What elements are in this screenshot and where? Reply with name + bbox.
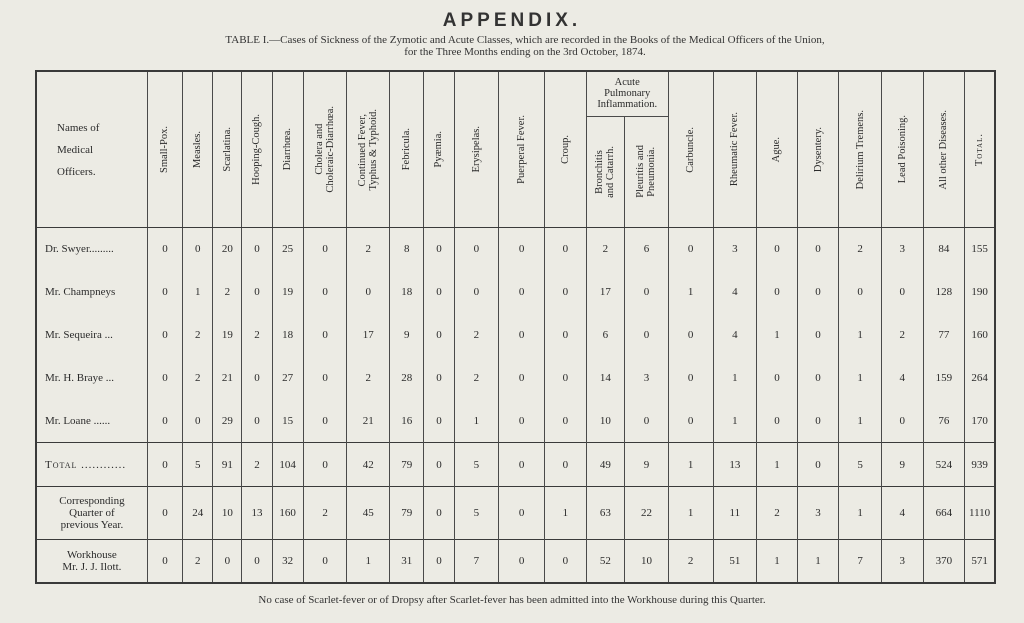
cell-erysipelas: 5	[454, 443, 499, 487]
cell-diarrh-a: 27	[272, 357, 303, 400]
column-header-erysipelas	[454, 71, 499, 228]
table-row	[36, 314, 995, 357]
column-header-label: Rheumatic Fever.	[729, 112, 741, 187]
cell-scarlatina: 19	[213, 314, 242, 357]
row-name: Mr. Loane ......	[36, 400, 147, 443]
cell-measles: 0	[183, 228, 213, 271]
cell-pleuritis-and-pneumonia: 0	[625, 314, 669, 357]
cell-puerperal-fever: 0	[499, 443, 545, 487]
column-header-hooping-cough	[242, 71, 272, 228]
cell-febricula: 31	[390, 540, 424, 583]
column-header-label: Pyæmia.	[433, 131, 445, 168]
cell-small-pox: 0	[147, 228, 182, 271]
cell-cholera-and-choleraic-diarrh-a: 2	[303, 487, 347, 540]
cell-puerperal-fever: 0	[499, 487, 545, 540]
cell-small-pox: 0	[147, 540, 182, 583]
table-row	[36, 540, 995, 583]
cell-delirium-tremens: 1	[839, 400, 882, 443]
cell-all-other-diseases: 664	[923, 487, 965, 540]
cell-diarrh-a: 18	[272, 314, 303, 357]
cell-bronchitis-and-catarrh: 49	[586, 443, 624, 487]
row-name: Dr. Swyer.........	[36, 228, 147, 271]
cell-bronchitis-and-catarrh: 2	[586, 228, 624, 271]
table-caption	[120, 34, 930, 58]
cell-puerperal-fever: 0	[499, 540, 545, 583]
column-header-label: Bronchitis and Catarrh.	[594, 145, 617, 198]
cell-continued-fever-typhus-typhoid: 2	[347, 228, 390, 271]
cell-febricula: 8	[390, 228, 424, 271]
caption-line-1: TABLE I.—Cases of Sickness of the Zymotic and Acute Classes, which are recorded in the Books of the Medical Officers of the Union,	[225, 34, 825, 46]
cell-cholera-and-choleraic-diarrh-a: 0	[303, 314, 347, 357]
row-name: Mr. Sequeira ...	[36, 314, 147, 357]
cell-py-mia: 0	[424, 443, 454, 487]
cell-rheumatic-fever: 1	[713, 357, 757, 400]
cell-scarlatina: 0	[213, 540, 242, 583]
acute-pulmonary-group-header: Acute Pulmonary Inflammation.	[586, 71, 668, 116]
cell-lead-poisoning: 3	[881, 228, 923, 271]
cell-continued-fever-typhus-typhoid: 42	[347, 443, 390, 487]
column-header-bronchitis-and-catarrh	[586, 116, 624, 227]
column-header-small-pox	[147, 71, 182, 228]
column-header-label: Diarrhœa.	[282, 128, 294, 171]
column-header-label: Lead Poisoning.	[896, 115, 908, 184]
column-header-label: Hooping-Cough.	[251, 114, 263, 185]
cell-pleuritis-and-pneumonia: 9	[625, 443, 669, 487]
cell-small-pox: 0	[147, 487, 182, 540]
cell-scarlatina: 20	[213, 228, 242, 271]
column-header-label: Measles.	[192, 130, 204, 169]
cell-croup: 0	[545, 540, 587, 583]
column-header-label: Pleuritis and Pneumonia.	[635, 145, 658, 199]
cell-febricula: 18	[390, 271, 424, 314]
cell-rheumatic-fever: 51	[713, 540, 757, 583]
cell-all-other-diseases: 84	[923, 228, 965, 271]
column-header-rheumatic-fever	[713, 71, 757, 228]
cell-puerperal-fever: 0	[499, 228, 545, 271]
column-header-scarlatina	[213, 71, 242, 228]
cell-cholera-and-choleraic-diarrh-a: 0	[303, 228, 347, 271]
cell-measles: 2	[183, 314, 213, 357]
cell-hooping-cough: 0	[242, 228, 272, 271]
cell-continued-fever-typhus-typhoid: 21	[347, 400, 390, 443]
cell-carbuncle: 0	[668, 314, 713, 357]
column-header-label: Puerperal Fever.	[516, 115, 528, 184]
cell-all-other-diseases: 128	[923, 271, 965, 314]
cell-measles: 2	[183, 540, 213, 583]
column-header-label: Scarlatina.	[221, 127, 233, 172]
cell-pleuritis-and-pneumonia: 22	[625, 487, 669, 540]
column-header-total	[965, 71, 995, 228]
row-name: Workhouse Mr. J. J. Ilott.	[36, 540, 147, 583]
column-header-label: Cholera and Choleraic-Diarrhœa.	[314, 106, 337, 193]
cell-lead-poisoning: 0	[881, 400, 923, 443]
cell-delirium-tremens: 1	[839, 357, 882, 400]
column-header-label: Delirium Tremens.	[854, 109, 866, 190]
cell-continued-fever-typhus-typhoid: 1	[347, 540, 390, 583]
cell-dysentery: 0	[797, 271, 839, 314]
table-row	[36, 400, 995, 443]
cell-ague: 0	[757, 228, 798, 271]
cell-bronchitis-and-catarrh: 63	[586, 487, 624, 540]
cell-hooping-cough: 0	[242, 271, 272, 314]
column-header-label: Carbuncle.	[685, 126, 697, 173]
caption-line-2: for the Three Months ending on the 3rd October, 1874.	[404, 46, 646, 58]
column-header-cholera-and-choleraic-diarrh-a	[303, 71, 347, 228]
cell-delirium-tremens: 0	[839, 271, 882, 314]
cell-continued-fever-typhus-typhoid: 2	[347, 357, 390, 400]
cell-measles: 5	[183, 443, 213, 487]
cell-erysipelas: 2	[454, 357, 499, 400]
cell-all-other-diseases: 76	[923, 400, 965, 443]
cell-ague: 0	[757, 357, 798, 400]
cell-febricula: 16	[390, 400, 424, 443]
cell-croup: 0	[545, 271, 587, 314]
cell-pleuritis-and-pneumonia: 0	[625, 400, 669, 443]
cell-small-pox: 0	[147, 314, 182, 357]
sickness-table	[35, 70, 996, 584]
cell-scarlatina: 29	[213, 400, 242, 443]
cell-small-pox: 0	[147, 443, 182, 487]
column-header-label: Dysentery.	[812, 126, 824, 173]
cell-lead-poisoning: 2	[881, 314, 923, 357]
cell-cholera-and-choleraic-diarrh-a: 0	[303, 357, 347, 400]
cell-small-pox: 0	[147, 357, 182, 400]
cell-carbuncle: 1	[668, 487, 713, 540]
cell-diarrh-a: 15	[272, 400, 303, 443]
column-header-label: Febricula.	[401, 128, 413, 171]
cell-dysentery: 0	[797, 357, 839, 400]
column-header-puerperal-fever	[499, 71, 545, 228]
cell-total: 571	[965, 540, 995, 583]
cell-delirium-tremens: 1	[839, 487, 882, 540]
column-header-label: Small-Pox.	[159, 126, 171, 173]
cell-ague: 1	[757, 314, 798, 357]
cell-measles: 0	[183, 400, 213, 443]
cell-total: 170	[965, 400, 995, 443]
cell-hooping-cough: 13	[242, 487, 272, 540]
cell-erysipelas: 7	[454, 540, 499, 583]
column-header-febricula	[390, 71, 424, 228]
cell-hooping-cough: 2	[242, 443, 272, 487]
cell-ague: 1	[757, 540, 798, 583]
cell-all-other-diseases: 370	[923, 540, 965, 583]
cell-cholera-and-choleraic-diarrh-a: 0	[303, 540, 347, 583]
column-header-diarrh-a	[272, 71, 303, 228]
table-row	[36, 271, 995, 314]
cell-rheumatic-fever: 11	[713, 487, 757, 540]
cell-ague: 0	[757, 400, 798, 443]
names-header: Names of Medical Officers.	[36, 71, 147, 228]
cell-cholera-and-choleraic-diarrh-a: 0	[303, 443, 347, 487]
cell-diarrh-a: 25	[272, 228, 303, 271]
cell-cholera-and-choleraic-diarrh-a: 0	[303, 271, 347, 314]
cell-carbuncle: 0	[668, 400, 713, 443]
cell-carbuncle: 1	[668, 271, 713, 314]
cell-py-mia: 0	[424, 357, 454, 400]
cell-all-other-diseases: 159	[923, 357, 965, 400]
table-row	[36, 357, 995, 400]
cell-erysipelas: 2	[454, 314, 499, 357]
cell-dysentery: 0	[797, 400, 839, 443]
cell-dysentery: 3	[797, 487, 839, 540]
cell-lead-poisoning: 3	[881, 540, 923, 583]
cell-total: 264	[965, 357, 995, 400]
cell-total: 190	[965, 271, 995, 314]
cell-pleuritis-and-pneumonia: 10	[625, 540, 669, 583]
column-header-label: Continued Fever, Typhus & Typhoid.	[357, 108, 380, 191]
column-header-carbuncle	[668, 71, 713, 228]
cell-ague: 0	[757, 271, 798, 314]
cell-small-pox: 0	[147, 400, 182, 443]
cell-cholera-and-choleraic-diarrh-a: 0	[303, 400, 347, 443]
footnote: No case of Scarlet-fever or of Dropsy after Scarlet-fever has been admitted into the Workhouse during this Quarter.	[258, 594, 766, 606]
cell-pleuritis-and-pneumonia: 6	[625, 228, 669, 271]
column-header-dysentery	[797, 71, 839, 228]
cell-lead-poisoning: 4	[881, 487, 923, 540]
cell-py-mia: 0	[424, 400, 454, 443]
cell-hooping-cough: 0	[242, 357, 272, 400]
column-header-croup	[545, 71, 587, 228]
cell-continued-fever-typhus-typhoid: 17	[347, 314, 390, 357]
cell-pleuritis-and-pneumonia: 0	[625, 271, 669, 314]
cell-measles: 2	[183, 357, 213, 400]
cell-small-pox: 0	[147, 271, 182, 314]
cell-all-other-diseases: 524	[923, 443, 965, 487]
cell-continued-fever-typhus-typhoid: 45	[347, 487, 390, 540]
cell-carbuncle: 1	[668, 443, 713, 487]
column-header-label: Ague.	[771, 136, 783, 163]
cell-bronchitis-and-catarrh: 10	[586, 400, 624, 443]
row-name: Mr. H. Braye ...	[36, 357, 147, 400]
cell-croup: 0	[545, 314, 587, 357]
cell-bronchitis-and-catarrh: 52	[586, 540, 624, 583]
cell-delirium-tremens: 2	[839, 228, 882, 271]
cell-croup: 0	[545, 357, 587, 400]
column-header-measles	[183, 71, 213, 228]
cell-diarrh-a: 160	[272, 487, 303, 540]
cell-total: 160	[965, 314, 995, 357]
cell-puerperal-fever: 0	[499, 271, 545, 314]
cell-measles: 1	[183, 271, 213, 314]
cell-diarrh-a: 19	[272, 271, 303, 314]
cell-delirium-tremens: 1	[839, 314, 882, 357]
column-header-continued-fever-typhus-typhoid	[347, 71, 390, 228]
cell-pleuritis-and-pneumonia: 3	[625, 357, 669, 400]
column-header-all-other-diseases	[923, 71, 965, 228]
cell-bronchitis-and-catarrh: 6	[586, 314, 624, 357]
cell-total: 1110	[965, 487, 995, 540]
column-header-py-mia	[424, 71, 454, 228]
cell-puerperal-fever: 0	[499, 400, 545, 443]
cell-lead-poisoning: 0	[881, 271, 923, 314]
cell-dysentery: 0	[797, 314, 839, 357]
cell-dysentery: 1	[797, 540, 839, 583]
table-row	[36, 443, 995, 487]
column-header-label: Croup.	[559, 135, 571, 164]
cell-rheumatic-fever: 1	[713, 400, 757, 443]
cell-dysentery: 0	[797, 443, 839, 487]
cell-carbuncle: 2	[668, 540, 713, 583]
cell-ague: 2	[757, 487, 798, 540]
row-name: Mr. Champneys	[36, 271, 147, 314]
cell-delirium-tremens: 5	[839, 443, 882, 487]
cell-rheumatic-fever: 3	[713, 228, 757, 271]
cell-croup: 1	[545, 487, 587, 540]
cell-total: 939	[965, 443, 995, 487]
cell-rheumatic-fever: 13	[713, 443, 757, 487]
cell-all-other-diseases: 77	[923, 314, 965, 357]
cell-scarlatina: 21	[213, 357, 242, 400]
cell-febricula: 9	[390, 314, 424, 357]
cell-measles: 24	[183, 487, 213, 540]
cell-croup: 0	[545, 443, 587, 487]
cell-scarlatina: 91	[213, 443, 242, 487]
cell-carbuncle: 0	[668, 228, 713, 271]
column-header-ague	[757, 71, 798, 228]
appendix-heading: APPENDIX.	[442, 10, 582, 31]
cell-delirium-tremens: 7	[839, 540, 882, 583]
cell-dysentery: 0	[797, 228, 839, 271]
column-header-label: Erysipelas.	[470, 126, 482, 173]
cell-carbuncle: 0	[668, 357, 713, 400]
cell-diarrh-a: 32	[272, 540, 303, 583]
column-header-delirium-tremens	[839, 71, 882, 228]
cell-lead-poisoning: 4	[881, 357, 923, 400]
cell-bronchitis-and-catarrh: 17	[586, 271, 624, 314]
row-name: Total ............	[36, 443, 147, 487]
cell-puerperal-fever: 0	[499, 357, 545, 400]
cell-erysipelas: 5	[454, 487, 499, 540]
cell-total: 155	[965, 228, 995, 271]
cell-erysipelas: 1	[454, 400, 499, 443]
cell-py-mia: 0	[424, 314, 454, 357]
cell-continued-fever-typhus-typhoid: 0	[347, 271, 390, 314]
cell-croup: 0	[545, 400, 587, 443]
cell-puerperal-fever: 0	[499, 314, 545, 357]
cell-py-mia: 0	[424, 487, 454, 540]
cell-febricula: 79	[390, 487, 424, 540]
column-header-lead-poisoning	[881, 71, 923, 228]
cell-croup: 0	[545, 228, 587, 271]
cell-hooping-cough: 2	[242, 314, 272, 357]
cell-diarrh-a: 104	[272, 443, 303, 487]
table-row	[36, 228, 995, 271]
cell-rheumatic-fever: 4	[713, 271, 757, 314]
cell-rheumatic-fever: 4	[713, 314, 757, 357]
cell-hooping-cough: 0	[242, 400, 272, 443]
cell-py-mia: 0	[424, 271, 454, 314]
column-header-label: Total.	[974, 132, 986, 167]
cell-scarlatina: 10	[213, 487, 242, 540]
cell-erysipelas: 0	[454, 228, 499, 271]
cell-febricula: 28	[390, 357, 424, 400]
cell-ague: 1	[757, 443, 798, 487]
table-row	[36, 487, 995, 540]
column-header-label: All other Diseases.	[938, 109, 950, 190]
row-name: Corresponding Quarter of previous Year.	[36, 487, 147, 540]
cell-erysipelas: 0	[454, 271, 499, 314]
column-header-pleuritis-and-pneumonia	[625, 116, 669, 227]
cell-py-mia: 0	[424, 540, 454, 583]
cell-hooping-cough: 0	[242, 540, 272, 583]
cell-febricula: 79	[390, 443, 424, 487]
cell-lead-poisoning: 9	[881, 443, 923, 487]
cell-scarlatina: 2	[213, 271, 242, 314]
cell-py-mia: 0	[424, 228, 454, 271]
cell-bronchitis-and-catarrh: 14	[586, 357, 624, 400]
